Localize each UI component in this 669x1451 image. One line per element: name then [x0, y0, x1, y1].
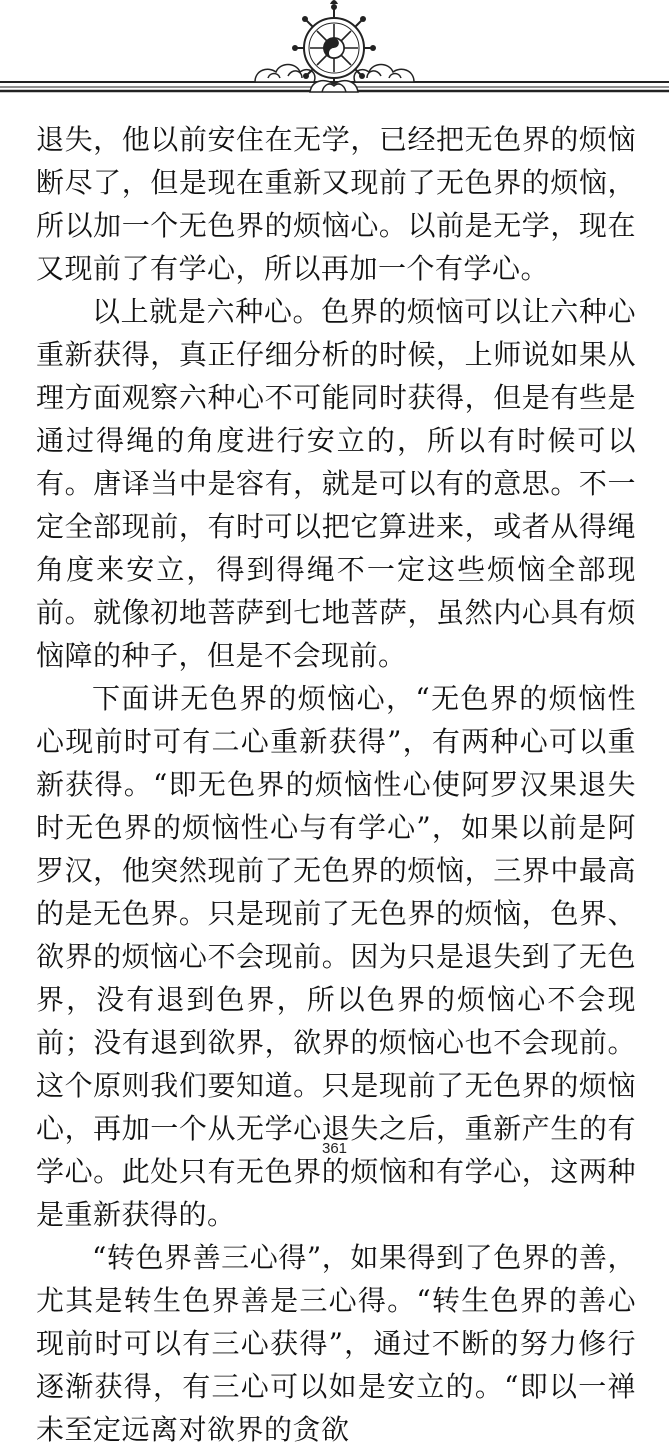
paragraph-1: 退失，他以前安住在无学，已经把无色界的烦恼断尽了，但是现在重新又现前了无色界的烦恼，所以加一个无色界的烦恼心。以前是无学，现在又现前了有学心，所以再加一个有学心。 — [36, 123, 636, 285]
page-header — [0, 0, 669, 110]
header-ornament — [0, 0, 669, 110]
page-body — [36, 118, 636, 1451]
paragraph-2: 以上就是六种心。色界的烦恼可以让六种心重新获得，真正仔细分析的时候，上师说如果从理方面观察六种心不可能同时获得，但是有些是通过得绳的角度进行安立的，所以有时候可以有。唐译当中是容有，就是可以有的意思。不一定全部现前，有时可以把它算进来，或者从得绳角度来安立，得到得绳不一定这些烦恼全部现前。就像初地菩萨到七地菩萨，虽然内心具有烦恼障的种子，但是不会现前。 — [36, 295, 636, 672]
page-number: 361 — [321, 1140, 348, 1157]
paragraph-3: 下面讲无色界的烦恼心，“无色界的烦恼性心现前时可有二心重新获得”，有两种心可以重新获得。“即无色界的烦恼性心使阿罗汉果退失时无色界的烦恼性心与有学心”，如果以前是阿罗汉，他突然现前了无色界的烦恼，三界中最高的是无色界。只是现前了无色界的烦恼，色界、欲界的烦恼心不会现前。因为只是退失到了无色界，没有退到色界，所以色界的烦恼心不会现前；没有退到欲界，欲界的烦恼心也不会现前。这个原则我们要知道。只是现前了无色界的烦恼心，再加一个从无学心退失之后，重新产生的有学心。此处只有无色界的烦恼和有学心，这两种是重新获得的。 — [36, 682, 636, 1231]
paragraph-4: “转色界善三心得”，如果得到了色界的善，尤其是转生色界善是三心得。“转生色界的善心现前时可以有三心获得”，通过不断的努力修行逐渐获得，有三心可以如是安立的。“即以一禅未至定远离对欲界的贪欲 — [36, 1241, 636, 1446]
